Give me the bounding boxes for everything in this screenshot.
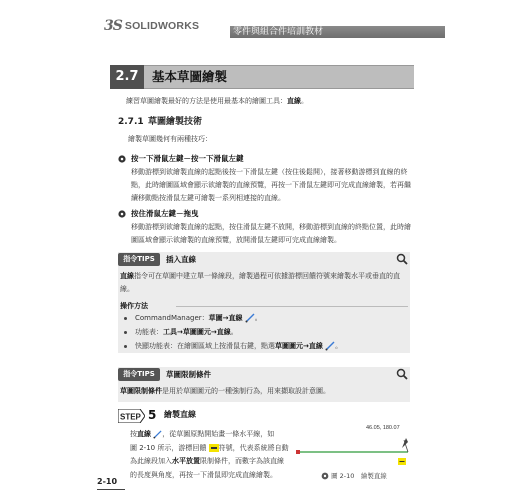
- line-tool-icon: [325, 341, 335, 351]
- bullet-dot: [124, 331, 127, 334]
- item-suffix: 。: [335, 342, 343, 350]
- subsection-number: 2.7.1: [118, 117, 144, 127]
- tip-header-bar: [118, 252, 410, 268]
- text: 按: [130, 430, 137, 438]
- figure-marker-icon: [321, 472, 329, 480]
- bullet-dot: [124, 345, 127, 348]
- tip-tag: 指令TIPS: [118, 253, 160, 266]
- magnifier-icon: [396, 253, 408, 265]
- tip-header-bar: [118, 367, 410, 383]
- item-prefix: 功能表：: [135, 328, 163, 336]
- step-line: 的長度與角度，再按一下滑鼠即完成直線繪製。: [130, 470, 277, 479]
- page-number-underline: [97, 489, 125, 490]
- step-tag: [118, 409, 145, 423]
- list-item: [124, 340, 342, 352]
- intro-text: 練習草圖繪製最好的方法是使用最基本的繪圖工具：: [126, 97, 287, 105]
- page-number: 2-10: [97, 477, 118, 486]
- text: 為此線段加入: [130, 457, 172, 465]
- bold-text: 水平放置: [172, 457, 200, 465]
- tip-bold: 草圖限制條件: [120, 387, 162, 395]
- step-title: 繪製直線: [164, 410, 196, 419]
- section-number: 2.7: [110, 65, 144, 89]
- horizontal-relation-icon: [209, 444, 219, 452]
- magnifier-icon: [396, 368, 408, 380]
- bullet-body: 移動游標到欲繪製直線的起點後按一下滑鼠左鍵（按住後鬆開），接著移動游標到直線的終點，此時繪圖區域會顯示欲繪製的直線預覽，再按一下滑鼠左鍵即可完成直線繪製，若再繼續移動點按滑鼠左鍵可繪製一系列相連接的直線。: [131, 168, 411, 202]
- tip-description: [120, 385, 408, 398]
- tip-text: 是用於草圖圖元的一種強制行為，用來擷取設計意圖。: [162, 387, 330, 395]
- subsection-title: 草圖繪製技術: [148, 117, 203, 127]
- step-body: [130, 428, 298, 482]
- text: ，從草圖原點開始畫一條水平線，如: [162, 430, 275, 438]
- bullet-title: 按一下滑鼠左鍵－按一下滑鼠左鍵: [131, 154, 244, 163]
- item-suffix: 。: [254, 314, 262, 322]
- text: 符號，代表系統將自動: [218, 443, 289, 452]
- step-number: 5: [148, 408, 157, 422]
- caption-text: 圖 2-10 繪製直線: [331, 472, 387, 480]
- figure-2-10: [296, 414, 416, 470]
- item-prefix: CommandManager：: [135, 314, 209, 322]
- bullet-title: 按住滑鼠左鍵－拖曳: [131, 209, 199, 218]
- tip-bold: 直線: [120, 272, 134, 280]
- list-item: [124, 326, 238, 338]
- tip-description: [120, 270, 408, 296]
- step-line: [130, 455, 298, 469]
- item-path: 草圖圖元→直線: [275, 342, 323, 350]
- divider: [176, 306, 408, 307]
- step-line: [130, 428, 298, 442]
- text: 圖 2-10 所示，游標回饋: [130, 443, 207, 452]
- book-title: 零件與組合件培訓教材: [233, 27, 324, 37]
- intro-end: 。: [301, 97, 308, 105]
- item-suffix: 。: [230, 328, 238, 336]
- brand-name: SOLIDWORKS: [124, 20, 200, 32]
- list-item: [124, 312, 262, 324]
- item-prefix: 快顯功能表：在繪圖區域上按滑鼠右鍵，點選: [135, 342, 275, 350]
- intro-bold: 直線: [287, 97, 301, 105]
- text: 限制條件，而數字為該直線: [200, 457, 284, 465]
- section-title: 基本草圖繪製: [152, 69, 228, 84]
- tip-tag: 指令TIPS: [118, 368, 160, 381]
- tip-title: 插入直線: [166, 255, 196, 264]
- step-label: STEP: [120, 412, 141, 422]
- bold-text: 直線: [137, 430, 151, 438]
- bullet-dot: [124, 317, 127, 320]
- item-path: 草圖→直線: [208, 314, 243, 322]
- figure-caption: [321, 471, 387, 481]
- line-tool-icon: [153, 430, 162, 439]
- cursor-arrow-icon: [402, 438, 408, 448]
- coordinate-readout: 46.05, 180.07: [366, 425, 400, 431]
- bullet-body: 移動游標到欲繪製直線的起點，按住滑鼠左鍵不放開，移動游標到直線的終點位置，此時繪圖區域會顯示欲繪製的直線預覽，放開滑鼠左鍵即可完成直線繪製。: [131, 223, 411, 244]
- line-tool-icon: [245, 313, 255, 323]
- section-intro: [126, 95, 426, 108]
- gear-bullet-icon: [118, 155, 126, 163]
- tip-text: 指令可在草圖中建立單一條線段，繪製過程可依據游標回饋符號來繪製水平或垂直的直線。: [120, 272, 400, 293]
- logo-mark: 3S: [104, 18, 122, 34]
- item-path: 工具→草圖圖元→直線: [163, 328, 231, 336]
- tip-title: 草圖限制條件: [166, 370, 211, 379]
- subsection-intro: 繪製草圖幾何有兩種技巧：: [128, 135, 212, 143]
- origin-point: [296, 450, 300, 454]
- operation-method-label: 操作方法: [120, 302, 148, 310]
- step-line: [130, 442, 298, 456]
- solidworks-logo: [104, 16, 224, 36]
- gear-bullet-icon: [118, 210, 126, 218]
